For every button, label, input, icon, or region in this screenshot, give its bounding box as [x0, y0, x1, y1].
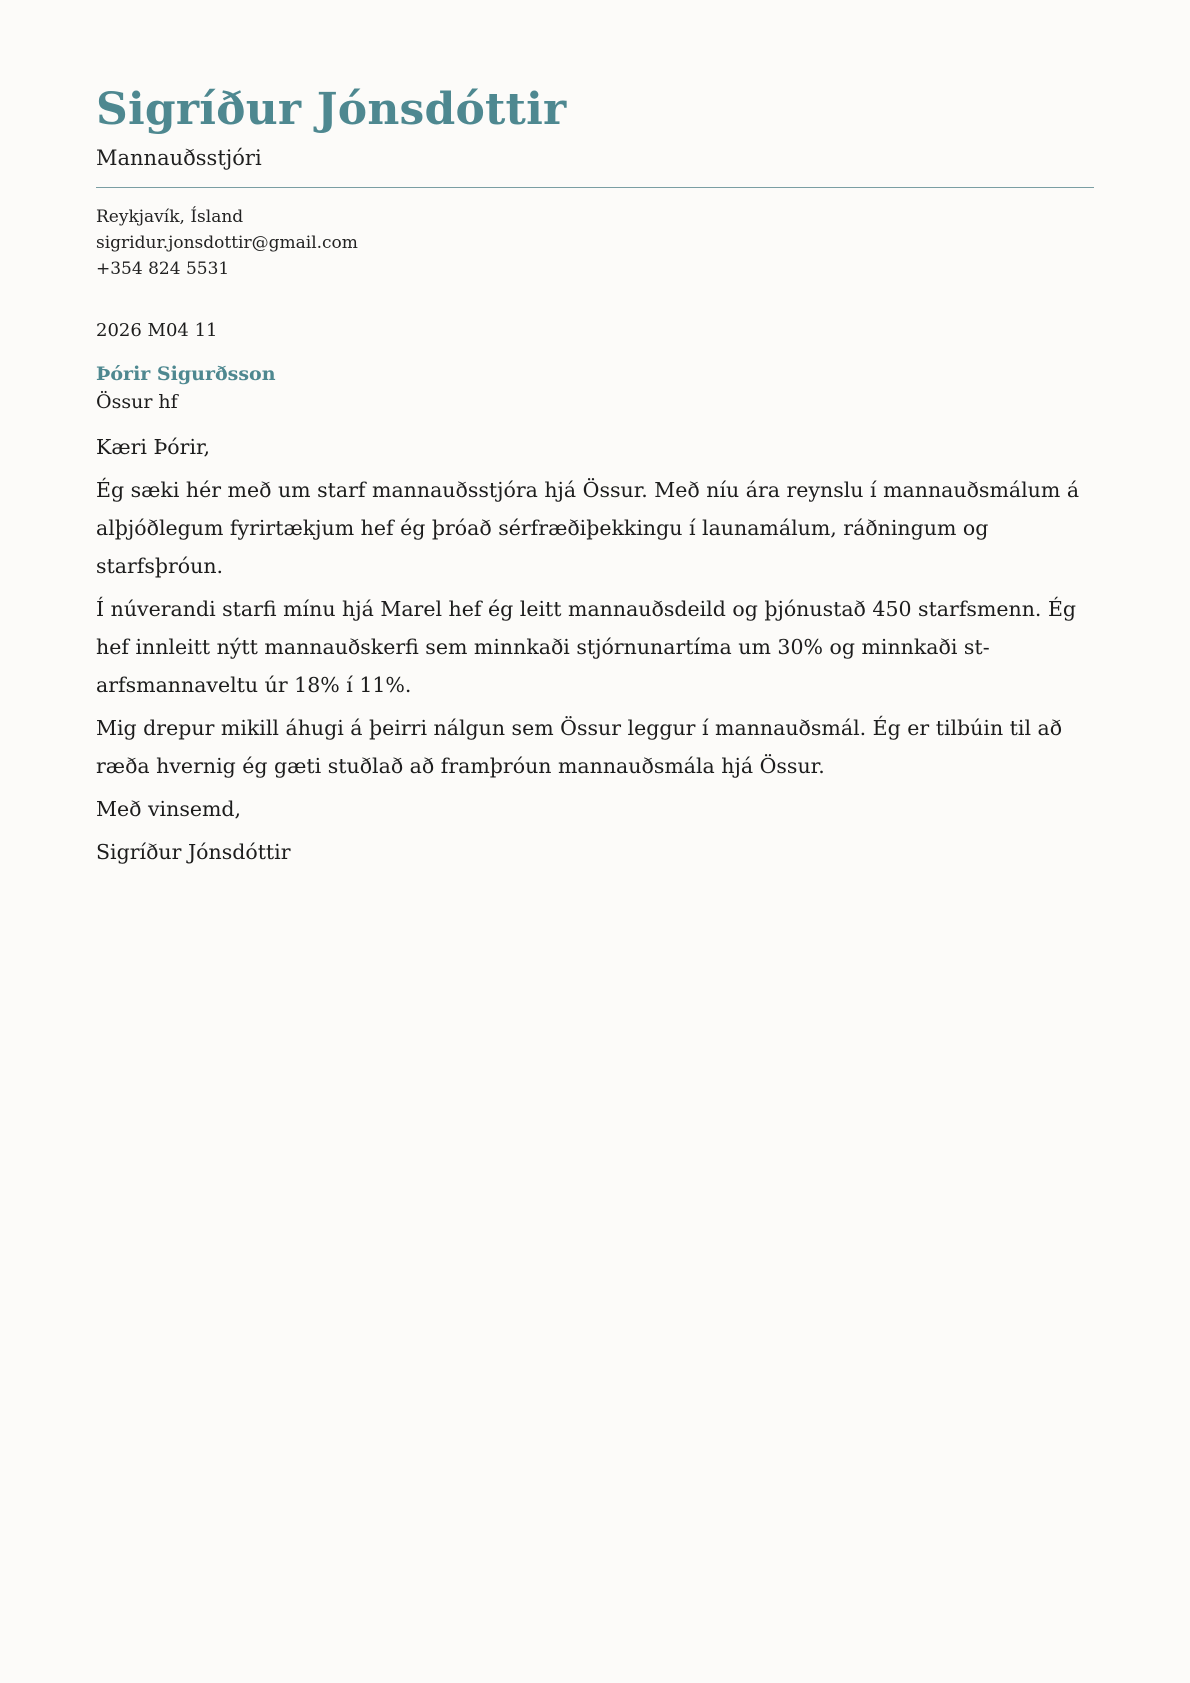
contact-email: sigridur.jonsdottir@gmail.com — [96, 233, 358, 253]
salutation: Kæri Þórir, — [96, 435, 211, 459]
contact-location: Reykjavík, Ísland — [96, 207, 244, 227]
letter-date: 2026 M04 11 — [96, 320, 218, 341]
body-paragraph-1: Ég sæki hér með um starf mannauðsstjóra hjá Össur. Með níu ára reynslu í mannauðsmálum á alþjóðlegum fyrirtækjum hef ég þróað sérfræðiþekkingu í launamálum, ráðningum og starfsþróun. — [96, 478, 1080, 578]
applicant-job-title: Mannauðsstjóri — [96, 146, 262, 170]
closing: Með vinsemd, — [96, 797, 242, 821]
contact-block — [96, 204, 1094, 282]
applicant-name: Sigríður Jónsdóttir — [96, 84, 567, 135]
signature-name: Sigríður Jónsdóttir — [96, 840, 291, 864]
body-paragraph-3: Mig drepur mikill áhugi á þeirri nálgun sem Össur leggur í mannauðsmál. Ég er tilbúin til að ræða hvernig ég gæti stuðlað að framþróun mannauðsmála hjá Össur. — [96, 716, 1063, 778]
recipient-company: Össur hf — [96, 391, 178, 413]
body-paragraph-2: Í núverandi starfi mínu hjá Marel hef ég leitt mannauðsdeild og þjónustað 450 starfsmenn. Ég hef innleitt nýtt mannauðskerfi sem minnkaði stjórnunartíma um 30% og minnkaði starfsmannaveltu úr 18% í 11%. — [96, 597, 1077, 697]
recipient-name: Þórir Sigurðsson — [96, 363, 276, 385]
header-divider — [96, 187, 1094, 188]
contact-phone: +354 824 5531 — [96, 259, 230, 279]
